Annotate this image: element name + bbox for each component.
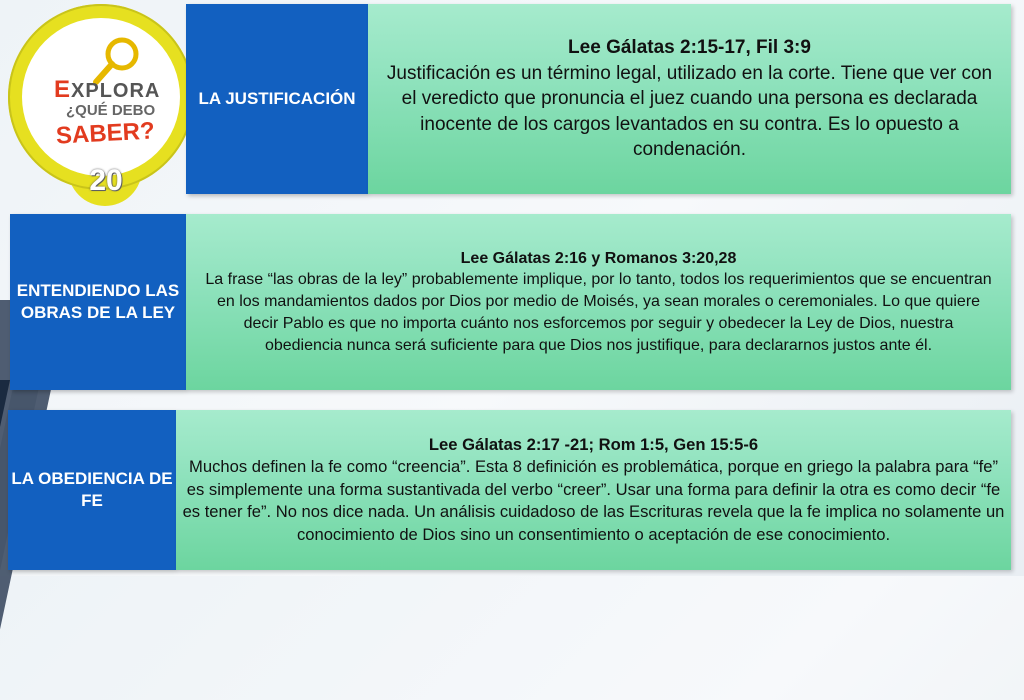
section-content-obras-de-la-ley: [186, 214, 1011, 390]
bible-reference: Lee Gálatas 2:17 -21; Rom 1:5, Gen 15:5-6: [428, 434, 759, 454]
section-label-justificacion: [186, 4, 368, 194]
section-content-justificacion: [368, 4, 1011, 194]
section-label-text: LA JUSTIFICACIÓN: [198, 88, 356, 108]
explora-logo: [8, 4, 204, 204]
bible-reference: Lee Gálatas 2:15-17, Fil 3:9: [568, 37, 811, 59]
logo-explora: EXPLORA: [54, 76, 161, 103]
logo-saber: SABER?: [55, 117, 156, 150]
section-text: La frase “las obras de la ley” probablemente implique, por lo tanto, todos los requerimientos que se encuentran en los mandamientos dados por Dios por medio de Moisés, ya sean morales o ceremoniales. Lo que quiere decir Pablo es que no importa cuánto nos esforcemos por seguir y obedecer la Ley de Dios, nuestra obediencia nunca será suficiente para que Dios nos justifique, para declararnos justos ante él.: [205, 271, 992, 354]
bible-reference: Lee Gálatas 2:16 y Romanos 3:20,28: [460, 249, 737, 267]
section-label-obras-de-la-ley: [10, 214, 186, 390]
section-label-text: LA OBEDIENCIA DE FE: [11, 468, 173, 510]
section-text: Justificación es un término legal, utilizado en la corte. Tiene que ver con el veredicto que pronuncia el juez cuando una persona es declarada inocente de los cargos levantados en su contra. Es lo opuesto a condenación.: [386, 62, 993, 161]
section-label-obediencia-de-fe: [8, 410, 176, 570]
section-content-obediencia-de-fe: [176, 410, 1011, 570]
section-label-text: ENTENDIENDO LAS OBRAS DE LA LEY: [16, 280, 180, 322]
lesson-number: 20: [89, 164, 123, 197]
logo-question: ¿QUÉ DEBO: [66, 102, 156, 119]
section-text: Muchos definen la fe como “creencia”. Esta 8 definición es problemática, porque en griego la palabra para “fe” es simplemente una forma sustantivada del verbo “creer”. Usar una forma para definir la otra es como decir “fe es tener fe”. No nos dice nada. Un análisis cuidadoso de las Escrituras revela que la fe implica no solamente un conocimiento de Dios sino un consentimiento o aceptación de ese conocimiento.: [182, 457, 1005, 544]
